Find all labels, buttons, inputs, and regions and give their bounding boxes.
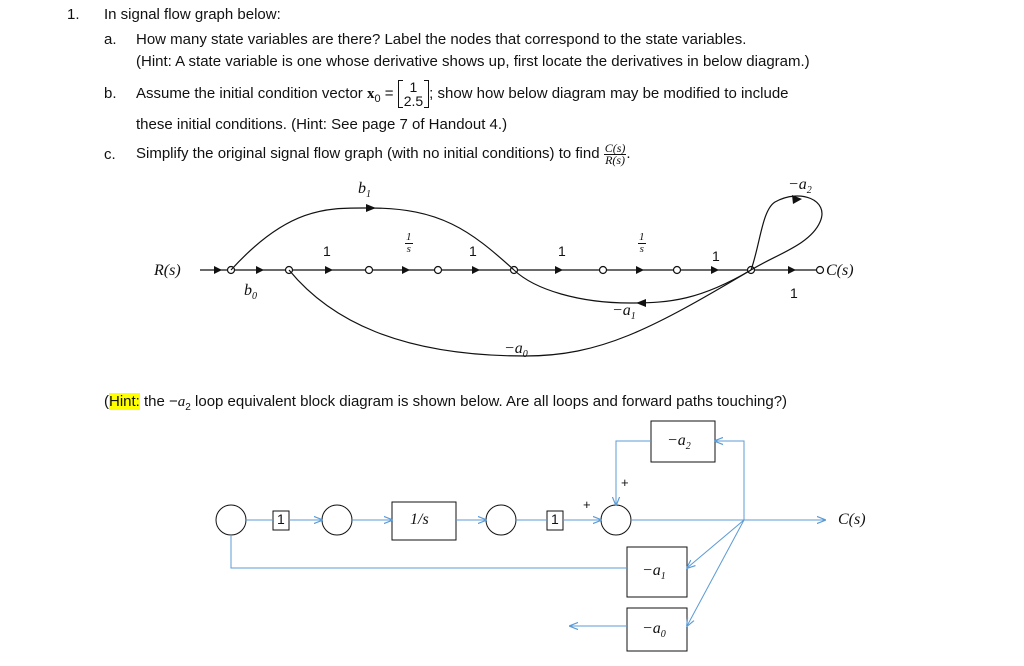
part-b-post: ; show how below diagram may be modified to include bbox=[429, 85, 789, 102]
sfg-b0-label: $b_0$ bbox=[244, 282, 257, 303]
bd-wire-a2-in bbox=[715, 441, 744, 520]
sfg-integrator-1: $\frac{1}{s}$ bbox=[406, 231, 412, 255]
frac-num: C(s) bbox=[604, 140, 626, 155]
part-a-letter: a. bbox=[104, 31, 117, 48]
sfg-branch-b1 bbox=[231, 208, 514, 270]
bd-a0-label: $-a_0$ bbox=[642, 620, 666, 641]
vector-bottom: 2.5 bbox=[403, 93, 424, 110]
sfg-branch-b1-arrow bbox=[366, 204, 376, 212]
bd-integrator: 1/s bbox=[410, 511, 429, 528]
sfg-node-x2 bbox=[435, 267, 442, 274]
part-b-letter: b. bbox=[104, 85, 117, 102]
sfg-node-x2-dot bbox=[366, 267, 373, 274]
part-c-letter: c. bbox=[104, 146, 116, 163]
sfg-gain-1-output: 1 bbox=[790, 285, 798, 301]
sfg-input-label: R(s) bbox=[154, 262, 181, 279]
bd-plus-top: + bbox=[621, 475, 629, 490]
frac-den: R(s) bbox=[605, 152, 626, 167]
vector-top: 1 bbox=[409, 79, 418, 96]
part-b-pre: Assume the initial condition vector bbox=[136, 85, 367, 102]
sfg-gain-1d: 1 bbox=[712, 248, 720, 264]
bd-wire-a0-in bbox=[687, 520, 744, 626]
bd-node-sum bbox=[322, 505, 352, 535]
bd-node-x bbox=[486, 505, 516, 535]
sfg-b1-label: $b_1$ bbox=[358, 180, 371, 201]
bd-node-input bbox=[216, 505, 246, 535]
question-intro: In signal flow graph below: bbox=[104, 6, 281, 23]
bd-wire-a2-out bbox=[616, 441, 651, 505]
sfg-branch-a1-arrow bbox=[636, 299, 646, 307]
block-diagram bbox=[216, 421, 825, 651]
part-a-line1: How many state variables are there? Label the nodes that correspond to the state variables. bbox=[136, 31, 747, 48]
sfg-gain-1a: 1 bbox=[323, 243, 331, 259]
sfg-gain-1c: 1 bbox=[558, 243, 566, 259]
sfg-a1-label: $-a_1$ bbox=[612, 302, 636, 323]
bd-gain-1b: 1 bbox=[551, 511, 559, 527]
bd-node-out-sum bbox=[601, 505, 631, 535]
part-c-tail: . bbox=[626, 145, 631, 162]
part-b-equals: = bbox=[380, 85, 398, 102]
sfg-node-x1 bbox=[674, 267, 681, 274]
sfg-gain-1b: 1 bbox=[469, 243, 477, 259]
vector-symbol: x bbox=[366, 86, 375, 102]
part-c-text: Simplify the original signal flow graph (with no initial conditions) to find bbox=[136, 145, 604, 162]
sfg-node-output bbox=[817, 267, 824, 274]
sfg-branch-a1 bbox=[514, 270, 751, 303]
bd-a1-label: $-a_1$ bbox=[642, 562, 666, 583]
part-b-line2: these initial conditions. (Hint: See page 7 of Handout 4.) bbox=[136, 116, 508, 133]
sfg-output-label: C(s) bbox=[826, 262, 854, 279]
bd-plus-left: + bbox=[583, 497, 591, 512]
vector-sub: 0 bbox=[374, 93, 381, 105]
bd-a2-label: $-a_2$ bbox=[667, 432, 691, 453]
sfg-node-x1-dot-b bbox=[600, 267, 607, 274]
sfg-a2-label: $-a_2$ bbox=[788, 176, 812, 197]
bd-gain-1a: 1 bbox=[277, 511, 285, 527]
sfg-integrator-2: $\frac{1}{s}$ bbox=[639, 231, 645, 255]
part-a-hint: (Hint: A state variable is one whose derivative shows up, first locate the derivatives in below diagram.) bbox=[136, 53, 810, 70]
sfg-self-loop-a2 bbox=[751, 196, 822, 270]
sfg-a0-label: $-a_0$ bbox=[504, 340, 528, 361]
bd-wire-a1-in bbox=[687, 520, 744, 568]
hint-line: (Hint: the $-a_2$ loop equivalent block diagram is shown below. Are all loops and forward paths touching?) bbox=[104, 393, 788, 413]
hint-label: Hint: bbox=[109, 393, 140, 410]
question-number: 1. bbox=[67, 6, 80, 23]
bd-output-label: C(s) bbox=[838, 511, 866, 528]
